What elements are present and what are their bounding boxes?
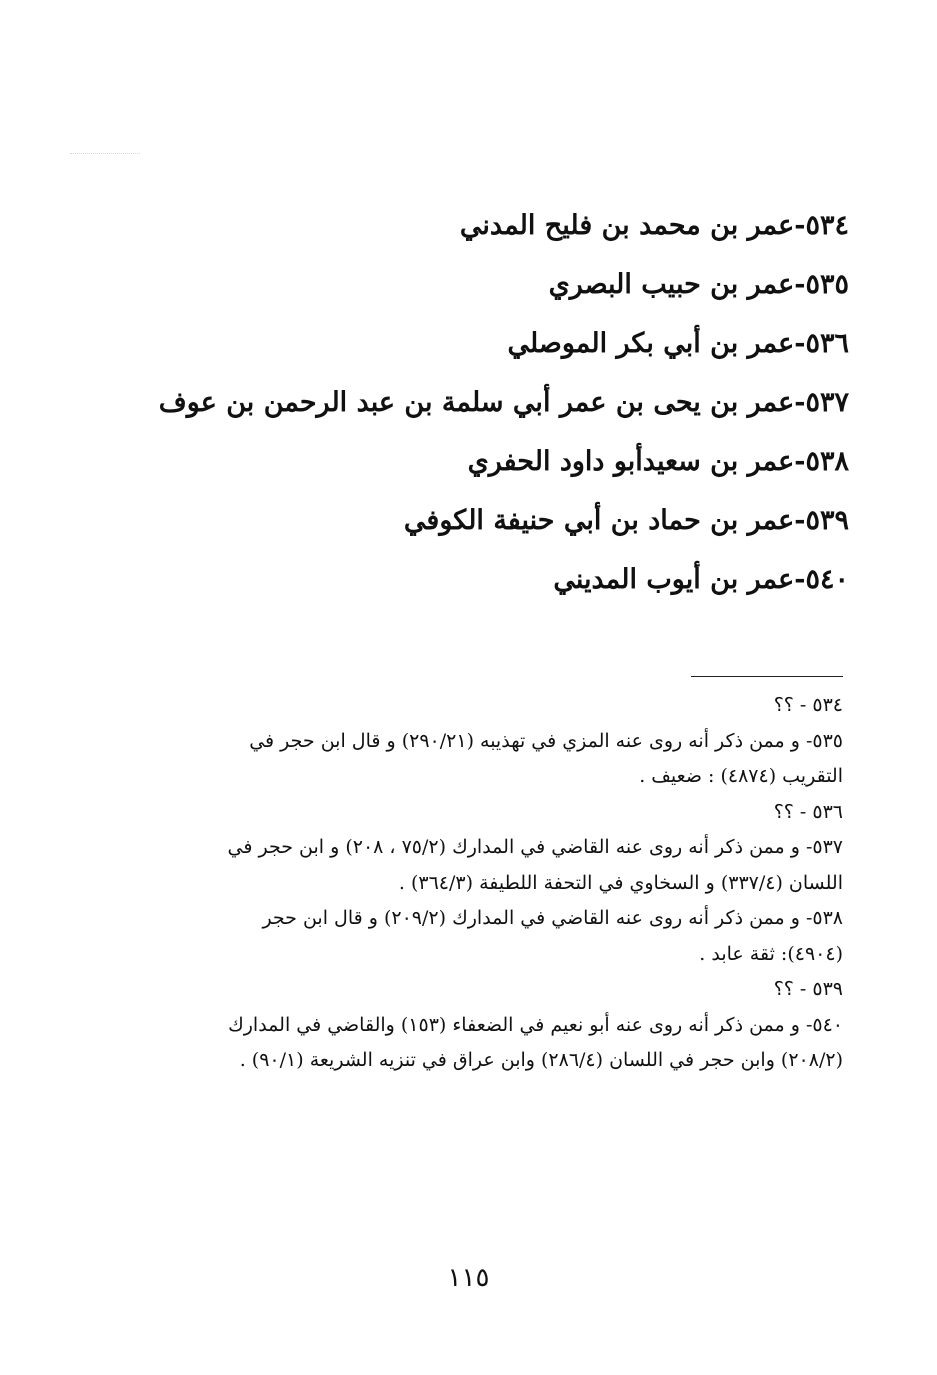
narrator-entry (149, 255, 849, 314)
entry-number: ٥٣٤ (805, 210, 849, 241)
entry-number: ٥٣٨ (805, 446, 849, 477)
entry-number: ٥٣٩ (805, 505, 849, 536)
footnote-line: اللسان (٣٣٧/٤) و السخاوي في التحفة اللطيفة (٣٦٤/٣) . (398, 871, 843, 894)
footnote-line: (٤٩٠٤): ثقة عابد . (699, 942, 843, 965)
entry-separator: - (794, 328, 806, 359)
entry-name: عمر بن يحى بن عمر أبي سلمة بن عبد الرحمن بن عوف (158, 387, 795, 418)
entry-number: ٥٣٥ (805, 269, 849, 300)
footnote-line: ٥٣٥- و ممن ذكر أنه روى عنه المزي في تهذيبه (٢٩٠/٢١) و قال ابن حجر في (249, 729, 843, 752)
footnote-line: التقريب (٤٨٧٤) : ضعيف . (639, 765, 843, 787)
footnote-line: ٥٣٦ - ؟؟ (773, 800, 843, 823)
footnotes-section (103, 688, 843, 1079)
narrator-entry (149, 373, 849, 432)
entry-separator: - (794, 387, 806, 418)
footnote-divider (691, 676, 843, 677)
entry-separator: - (794, 210, 806, 241)
entry-separator: - (794, 269, 806, 300)
page-number: ١١٥ (447, 1263, 490, 1293)
narrator-entry (149, 196, 849, 255)
narrator-entry (149, 491, 849, 550)
entry-name: عمر بن محمد بن فليح المدني (459, 210, 795, 241)
footnote-line: ٥٣٤ - ؟؟ (773, 694, 843, 716)
scan-artifact-mark (70, 153, 140, 154)
entry-separator: - (794, 505, 806, 536)
entry-separator: - (794, 564, 806, 595)
narrator-entry (149, 432, 849, 491)
narrator-entry (149, 314, 849, 373)
entry-name: عمر بن سعيدأبو داود الحفري (467, 446, 795, 477)
narrator-entry (149, 550, 849, 609)
footnote-line: ٥٣٨- و ممن ذكر أنه روى عنه القاضي في المدارك (٢٠٩/٢) و قال ابن حجر (262, 907, 843, 929)
footnote-line: ٥٤٠- و ممن ذكر أنه روى عنه أبو نعيم في الضعفاء (١٥٣) والقاضي في المدارك (228, 1013, 843, 1036)
narrator-list (149, 196, 849, 609)
entry-name: عمر بن حبيب البصري (548, 269, 795, 300)
footnote-line: ٥٣٧- و ممن ذكر أنه روى عنه القاضي في المدارك (٧٥/٢ ، ٢٠٨) و ابن حجر في (227, 836, 843, 858)
entry-number: ٥٣٧ (805, 387, 849, 418)
entry-name: عمر بن حماد بن أبي حنيفة الكوفي (403, 505, 795, 536)
entry-separator: - (794, 446, 806, 477)
footnote-line: (٢٠٨/٢) وابن حجر في اللسان (٢٨٦/٤) وابن عراق في تنزيه الشريعة (٩٠/١) . (239, 1049, 843, 1071)
entry-number: ٥٤٠ (805, 564, 849, 595)
entry-number: ٥٣٦ (805, 328, 849, 359)
entry-name: عمر بن أبي بكر الموصلي (507, 328, 795, 359)
entry-name: عمر بن أيوب المديني (553, 564, 795, 595)
footnote-line: ٥٣٩ - ؟؟ (773, 978, 843, 1000)
